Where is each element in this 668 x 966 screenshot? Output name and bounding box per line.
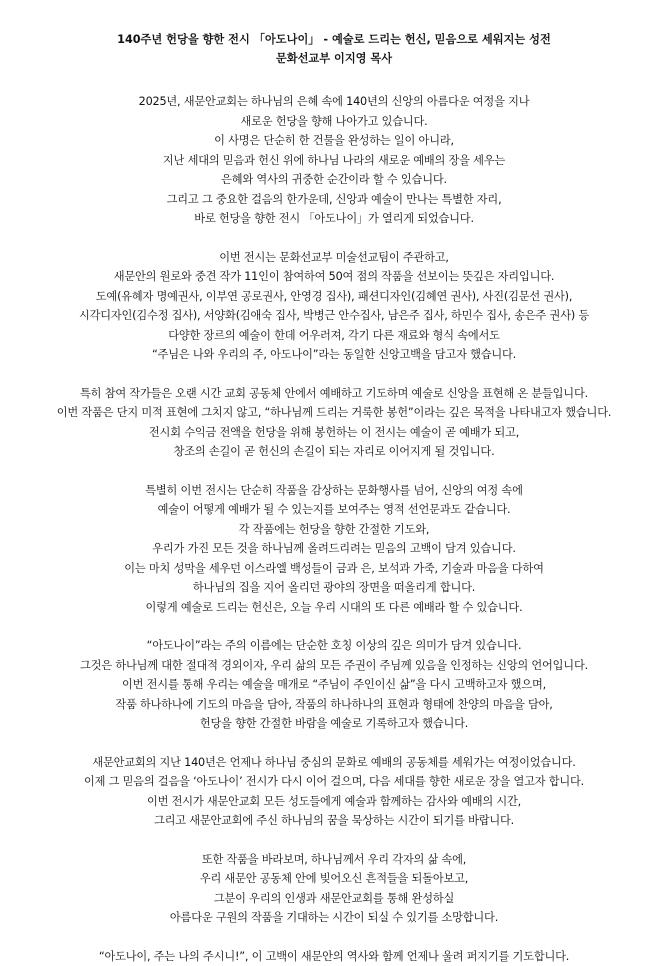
closing-line: “아도나이, 주는 나의 주시니!”, 이 고백이 새문안의 역사와 함께 언제나 울려 퍼지기를 기도합니다. (0, 947, 668, 966)
paragraph-line: 그리고 새문안교회에 주신 하나님의 꿈을 묵상하는 시간이 되기를 바랍니다. (0, 811, 668, 831)
paragraph-line: 바로 헌당을 향한 전시 「아도나이」가 열리게 되었습니다. (0, 209, 668, 229)
paragraph-line: 그것은 하나님께 대한 절대적 경외이자, 우리 삶의 모든 주권이 주님께 있음을 인정하는 신앙의 언어입니다. (0, 656, 668, 676)
paragraph-line: 이는 마치 성막을 세우던 이스라엘 백성들이 금과 은, 보석과 가죽, 기술과 마음을 다하여 (0, 559, 668, 579)
document-body (0, 92, 668, 928)
paragraph-line: 예술이 어떻게 예배가 될 수 있는지를 보여주는 영적 선언문과도 같습니다. (0, 500, 668, 520)
paragraph-line: 2025년, 새문안교회는 하나님의 은혜 속에 140년의 신앙의 아름다운 여정을 지나 (0, 92, 668, 112)
paragraph-line: 이번 전시는 문화선교부 미술선교팀이 주관하고, (0, 248, 668, 268)
paragraph-line: 그분이 우리의 인생과 새문안교회를 통해 완성하실 (0, 889, 668, 909)
body-paragraph (0, 248, 668, 365)
paragraph-line: 도예(유혜자 명예권사, 이부연 공로권사, 안영경 집사), 패션디자인(김혜연 권사), 사진(김문선 권사), (0, 287, 668, 307)
paragraph-line: 새문안의 원로와 중견 작가 11인이 참여하여 50여 점의 작품을 선보이는 뜻깊은 자리입니다. (0, 267, 668, 287)
paragraph-line: 이제 그 믿음의 걸음을 ‘아도나이’ 전시가 다시 이어 걸으며, 다음 세대를 향한 새로운 장을 열고자 합니다. (0, 772, 668, 792)
paragraph-line: 특별히 이번 전시는 단순히 작품을 감상하는 문화행사를 넘어, 신앙의 여정 속에 (0, 481, 668, 501)
document-title: 140주년 헌당을 향한 전시 「아도나이」 - 예술로 드리는 헌신, 믿음으로 세워지는 성전 (0, 30, 668, 49)
paragraph-line: 새로운 헌당을 향해 나아가고 있습니다. (0, 112, 668, 132)
paragraph-line: 이번 전시를 통해 우리는 예술을 매개로 “주님이 주인이신 삶”을 다시 고백하고자 했으며, (0, 675, 668, 695)
paragraph-line: 은혜와 역사의 귀중한 순간이라 할 수 있습니다. (0, 170, 668, 190)
paragraph-line: 창조의 손길이 곧 헌신의 손길이 되는 자리로 이어지게 될 것입니다. (0, 442, 668, 462)
body-paragraph (0, 636, 668, 734)
paragraph-line: 또한 작품을 바라보며, 하나님께서 우리 각자의 삶 속에, (0, 850, 668, 870)
paragraph-line: 아름다운 구원의 작품을 기대하는 시간이 되실 수 있기를 소망합니다. (0, 908, 668, 928)
paragraph-line: 특히 참여 작가들은 오랜 시간 교회 공동체 안에서 예배하고 기도하며 예술로 신앙을 표현해 온 분들입니다. (0, 384, 668, 404)
paragraph-line: 이 사명은 단순히 한 건물을 완성하는 일이 아니라, (0, 131, 668, 151)
body-paragraph (0, 384, 668, 462)
paragraph-line: 그리고 그 중요한 걸음의 한가운데, 신앙과 예술이 만나는 특별한 자리, (0, 190, 668, 210)
closing-paragraph (0, 947, 668, 966)
paragraph-line: 새문안교회의 지난 140년은 언제나 하나님 중심의 문화로 예배의 공동체를 세워가는 여정이었습니다. (0, 753, 668, 773)
paragraph-line: “아도나이”라는 주의 이름에는 단순한 호칭 이상의 깊은 의미가 담겨 있습니다. (0, 636, 668, 656)
paragraph-line: 우리 새문안 공동체 안에 빚어오신 흔적들을 되돌아보고, (0, 869, 668, 889)
paragraph-line: 하나님의 집을 지어 올리던 광야의 장면을 떠올리게 합니다. (0, 578, 668, 598)
paragraph-line: 지난 세대의 믿음과 헌신 위에 하나님 나라의 새로운 예배의 장을 세우는 (0, 151, 668, 171)
body-paragraph (0, 753, 668, 831)
paragraph-line: 각 작품에는 헌당을 향한 간절한 기도와, (0, 520, 668, 540)
paragraph-line: “주님은 나와 우리의 주, 아도나이”라는 동일한 신앙고백을 담고자 했습니다. (0, 345, 668, 365)
paragraph-line: 우리가 가진 모든 것을 하나님께 올려드리려는 믿음의 고백이 담겨 있습니다. (0, 539, 668, 559)
author-line: 문화선교부 이지영 목사 (0, 49, 668, 68)
paragraph-line: 전시회 수익금 전액을 헌당을 위해 봉헌하는 이 전시는 예술이 곧 예배가 되고, (0, 423, 668, 443)
title-block (0, 30, 668, 68)
paragraph-line: 작품 하나하나에 기도의 마음을 담아, 작품의 하나하나의 표현과 형태에 찬양의 마음을 담아, (0, 695, 668, 715)
body-paragraph (0, 481, 668, 618)
paragraph-line: 다양한 장르의 예술이 한데 어우러져, 각기 다른 재료와 형식 속에서도 (0, 326, 668, 346)
paragraph-line: 이렇게 예술로 드리는 헌신은, 오늘 우리 시대의 또 다른 예배라 할 수 있습니다. (0, 598, 668, 618)
body-paragraph (0, 850, 668, 928)
paragraph-line: 헌당을 향한 간절한 바람을 예술로 기록하고자 했습니다. (0, 714, 668, 734)
body-paragraph (0, 92, 668, 229)
paragraph-line: 시각디자인(김수정 집사), 서양화(김애숙 집사, 박병근 안수집사, 남은주 집사, 하민수 집사, 송은주 권사) 등 (0, 306, 668, 326)
paragraph-line: 이번 작품은 단지 미적 표현에 그치지 않고, “하나님께 드리는 거룩한 봉헌”이라는 깊은 목적을 나타내고자 했습니다. (0, 403, 668, 423)
paragraph-line: 이번 전시가 새문안교회 모든 성도들에게 예술과 함께하는 감사와 예배의 시간, (0, 792, 668, 812)
